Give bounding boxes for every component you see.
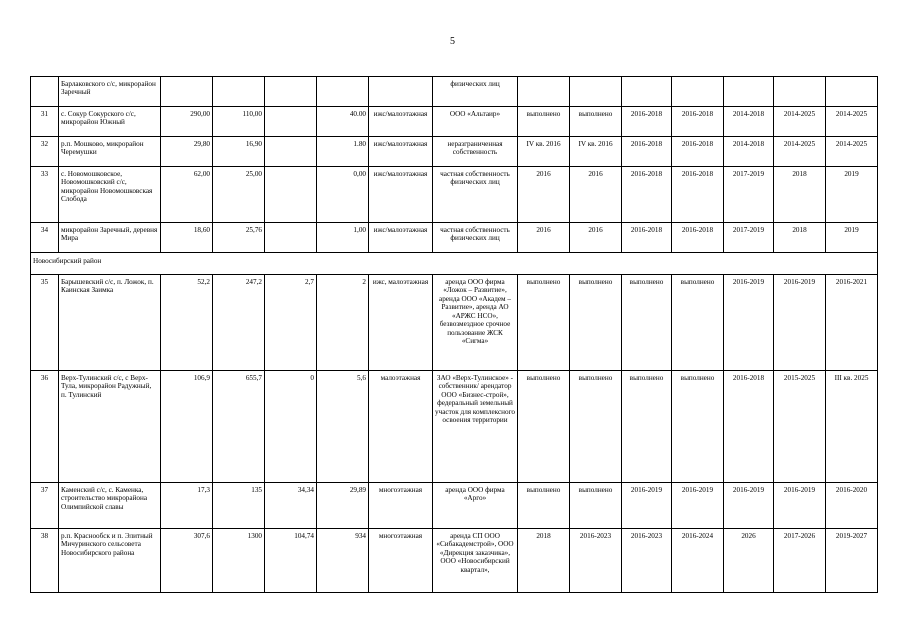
table-cell-c3 <box>265 77 317 107</box>
table-cell-c12: 2018 <box>774 223 826 253</box>
table-cell-c5: многоэтажная <box>369 529 433 593</box>
table-cell-c6: аренда ООО фирма «Арго» <box>433 483 518 529</box>
table-cell-c13: 2019 <box>826 223 878 253</box>
table-cell-c9: выполнено <box>622 371 672 483</box>
table-cell-c2: 247,2 <box>213 275 265 371</box>
table-cell-c7 <box>518 77 570 107</box>
table-cell-c9: выполнено <box>622 275 672 371</box>
table-cell-c1: 307,6 <box>161 529 213 593</box>
table-cell-c10: 2016-2018 <box>672 107 724 137</box>
table-row <box>31 483 878 529</box>
table-cell-c3: 104,74 <box>265 529 317 593</box>
table-cell-c4: 934 <box>317 529 369 593</box>
table-cell-c9: 2016-2018 <box>622 137 672 167</box>
table-cell-c9: 2016-2023 <box>622 529 672 593</box>
table-cell-c8: выполнено <box>570 371 622 483</box>
section-label: Новосибирский район <box>31 253 878 275</box>
table-cell-c8: выполнено <box>570 107 622 137</box>
territory-name: Каменский с/с, с. Каменка, строительство микрорайона Олимпийской славы <box>59 483 161 529</box>
table-cell-c5: ижс, малоэтажная <box>369 275 433 371</box>
territory-name: Барлаковского с/с, микрорайон Заречный <box>59 77 161 107</box>
table-cell-c2: 16,90 <box>213 137 265 167</box>
table-cell-c2 <box>213 77 265 107</box>
territory-name: р.п. Мошково, микрорайон Черемушки <box>59 137 161 167</box>
table-cell-c9: 2016-2019 <box>622 483 672 529</box>
table-cell-c8: выполнено <box>570 483 622 529</box>
territory-name: с. Сокур Сокурского с/с, микрорайон Южный <box>59 107 161 137</box>
territory-name: р.п. Краснообск и п. Элитный Мичуринского сельсовета Новосибирского района <box>59 529 161 593</box>
table-cell-c13: III кв. 2025 <box>826 371 878 483</box>
table-cell-c7: выполнено <box>518 107 570 137</box>
table-cell-c7: IV кв. 2016 <box>518 137 570 167</box>
table-cell-c12 <box>774 77 826 107</box>
table-cell-c10: 2016-2018 <box>672 223 724 253</box>
row-number: 31 <box>31 107 59 137</box>
table-cell-c7: выполнено <box>518 483 570 529</box>
row-number: 33 <box>31 167 59 223</box>
row-number: 36 <box>31 371 59 483</box>
row-number: 38 <box>31 529 59 593</box>
table-cell-c1: 18,60 <box>161 223 213 253</box>
section-row <box>31 253 878 275</box>
table-cell-c4: 0,00 <box>317 167 369 223</box>
territory-name: микрорайон Заречный, деревня Мира <box>59 223 161 253</box>
table-cell-c4: 2 <box>317 275 369 371</box>
table-cell-c5: ижс/малоэтажная <box>369 107 433 137</box>
table-cell-c13: 2014-2025 <box>826 107 878 137</box>
table-cell-c7: 2016 <box>518 167 570 223</box>
table-cell-c4: 29,89 <box>317 483 369 529</box>
table-cell-c11: 2014-2018 <box>724 137 774 167</box>
table-cell-c8: 2016-2023 <box>570 529 622 593</box>
table-cell-c2: 655,7 <box>213 371 265 483</box>
table-row <box>31 167 878 223</box>
table-cell-c9 <box>622 77 672 107</box>
row-number: 37 <box>31 483 59 529</box>
table-cell-c12: 2014-2025 <box>774 137 826 167</box>
table-cell-c6: физических лиц <box>433 77 518 107</box>
table-cell-c1: 52,2 <box>161 275 213 371</box>
table-cell-c6: ЗАО «Верх-Тулинское» - собственник/ арендатор ООО «Бизнес-строй», федеральный земельный участок для комплексного освоения территории <box>433 371 518 483</box>
table-cell-c9: 2016-2018 <box>622 167 672 223</box>
table-cell-c13: 2019 <box>826 167 878 223</box>
table-cell-c11: 2016-2019 <box>724 483 774 529</box>
table-cell-c13: 2014-2025 <box>826 137 878 167</box>
table-row <box>31 137 878 167</box>
table-row <box>31 223 878 253</box>
table-row <box>31 107 878 137</box>
table-cell-c3 <box>265 107 317 137</box>
table-cell-c9: 2016-2018 <box>622 223 672 253</box>
territory-name: Барышевский с/с, п. Ложок, п. Каинская Заимка <box>59 275 161 371</box>
table-cell-c1: 290,00 <box>161 107 213 137</box>
row-number: 34 <box>31 223 59 253</box>
table-cell-c3: 34,34 <box>265 483 317 529</box>
table-cell-c6: частная собственность физических лиц <box>433 167 518 223</box>
table-cell-c3 <box>265 137 317 167</box>
table-row <box>31 275 878 371</box>
table-cell-c8: 2016 <box>570 223 622 253</box>
table-cell-c5 <box>369 77 433 107</box>
table-cell-c13: 2016-2021 <box>826 275 878 371</box>
table-cell-c13: 2016-2020 <box>826 483 878 529</box>
table-cell-c1: 62,00 <box>161 167 213 223</box>
table-cell-c10 <box>672 77 724 107</box>
table-cell-c7: выполнено <box>518 275 570 371</box>
row-number <box>31 77 59 107</box>
table-cell-c5: ижс/малоэтажная <box>369 167 433 223</box>
table-cell-c2: 25,00 <box>213 167 265 223</box>
table-cell-c6: неразграниченная собственность <box>433 137 518 167</box>
table-cell-c2: 25,76 <box>213 223 265 253</box>
table-cell-c10: 2016-2018 <box>672 167 724 223</box>
table-cell-c8: 2016 <box>570 167 622 223</box>
table-cell-c3 <box>265 223 317 253</box>
table-cell-c11 <box>724 77 774 107</box>
table-cell-c7: 2016 <box>518 223 570 253</box>
table-cell-c3: 0 <box>265 371 317 483</box>
table-cell-c5: малоэтажная <box>369 371 433 483</box>
table-cell-c12: 2015-2025 <box>774 371 826 483</box>
table-cell-c4: 40.00 <box>317 107 369 137</box>
table-cell-c6: аренда ООО фирма «Ложок – Развитие», аренда ООО «Академ – Развитие», аренда АО «АРЖС НСО», безвозмездное срочное пользование ЖСК «Сигма» <box>433 275 518 371</box>
table-cell-c6: частная собственность физических лиц <box>433 223 518 253</box>
row-number: 32 <box>31 137 59 167</box>
table-cell-c4: 1,00 <box>317 223 369 253</box>
table-cell-c10: 2016-2018 <box>672 137 724 167</box>
table-cell-c3: 2,7 <box>265 275 317 371</box>
table-cell-c6: ООО «Альтаир» <box>433 107 518 137</box>
table-cell-c11: 2017-2019 <box>724 167 774 223</box>
territory-name: с. Новомошковское, Новомошковский с/с, микрорайон Новомошковская Слобода <box>59 167 161 223</box>
table-cell-c11: 2016-2018 <box>724 371 774 483</box>
table-cell-c5: ижс/малоэтажная <box>369 223 433 253</box>
table-cell-c12: 2016-2019 <box>774 275 826 371</box>
development-table <box>30 76 878 593</box>
table-row <box>31 529 878 593</box>
table-cell-c1: 106,9 <box>161 371 213 483</box>
table-cell-c2: 110,00 <box>213 107 265 137</box>
table-cell-c1 <box>161 77 213 107</box>
table-cell-c4: 5,6 <box>317 371 369 483</box>
table-cell-c10: 2016-2024 <box>672 529 724 593</box>
table-cell-c7: 2018 <box>518 529 570 593</box>
table-cell-c9: 2016-2018 <box>622 107 672 137</box>
table-cell-c12: 2017-2026 <box>774 529 826 593</box>
table-cell-c11: 2017-2019 <box>724 223 774 253</box>
table-cell-c11: 2014-2018 <box>724 107 774 137</box>
table-cell-c1: 29,80 <box>161 137 213 167</box>
table-cell-c12: 2016-2019 <box>774 483 826 529</box>
table-cell-c8: выполнено <box>570 275 622 371</box>
table-cell-c10: выполнено <box>672 371 724 483</box>
table-cell-c10: выполнено <box>672 275 724 371</box>
table-cell-c11: 2026 <box>724 529 774 593</box>
table-cell-c4 <box>317 77 369 107</box>
table-cell-c3 <box>265 167 317 223</box>
table-cell-c12: 2018 <box>774 167 826 223</box>
table-cell-c8 <box>570 77 622 107</box>
table-cell-c4: 1.80 <box>317 137 369 167</box>
table-row <box>31 77 878 107</box>
table-cell-c5: ижс/малоэтажная <box>369 137 433 167</box>
table-cell-c10: 2016-2019 <box>672 483 724 529</box>
table-cell-c12: 2014-2025 <box>774 107 826 137</box>
page-number: 5 <box>450 36 455 47</box>
row-number: 35 <box>31 275 59 371</box>
table-cell-c13 <box>826 77 878 107</box>
table-cell-c7: выполнено <box>518 371 570 483</box>
table-cell-c2: 135 <box>213 483 265 529</box>
table-cell-c5: многоэтажная <box>369 483 433 529</box>
table-cell-c6: аренда СП ООО «Сибакадемстрой», ООО «Дирекция заказчика», ООО «Новосибирский квартал», <box>433 529 518 593</box>
territory-name: Верх-Тулинский с/с, с Верх-Тула, микрорайон Радужный, п. Тулинский <box>59 371 161 483</box>
table-cell-c11: 2016-2019 <box>724 275 774 371</box>
table-cell-c13: 2019-2027 <box>826 529 878 593</box>
table-row <box>31 371 878 483</box>
table-cell-c2: 1300 <box>213 529 265 593</box>
table-cell-c1: 17,3 <box>161 483 213 529</box>
table-cell-c8: IV кв. 2016 <box>570 137 622 167</box>
